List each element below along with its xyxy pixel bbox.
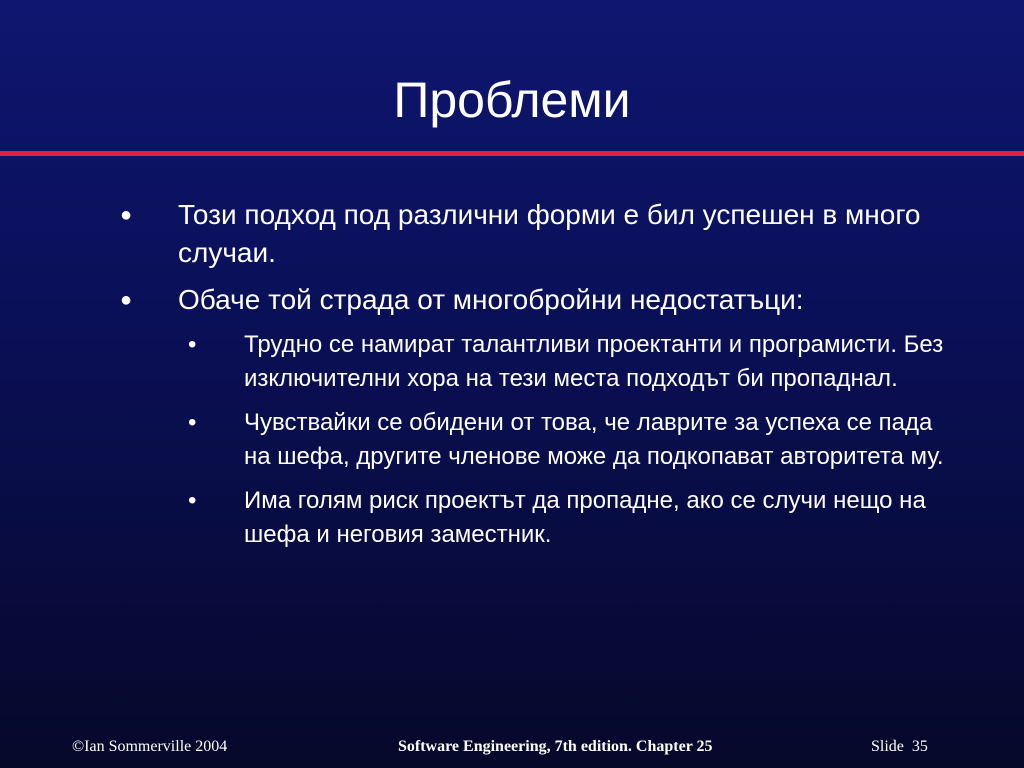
footer-slide-number — [871, 738, 928, 756]
sub-bullet-marker-icon: • — [188, 487, 197, 514]
slide-number: 35 — [911, 738, 928, 755]
slide-content — [0, 196, 1024, 562]
sub-bullet-marker-icon: • — [188, 331, 197, 358]
sub-bullet-text: Трудно се намират талантливи проектанти и програмисти. Без изключителни хора на тези места подходът би пропаднал. — [244, 331, 944, 392]
bullet-marker-icon: ● — [120, 204, 133, 226]
sub-bullet-text: Чувствайки се обидени от това, че лаврите за успеха се пада на шефа, другите членове може да подкопават авторитета му. — [244, 409, 944, 470]
footer-copyright: ©Ian Sommerville 2004 — [72, 738, 228, 755]
bullet-item — [0, 196, 1024, 272]
sub-bullet-item — [0, 328, 1024, 396]
sub-bullet-marker-icon: • — [188, 409, 197, 436]
slide-label: Slide — [871, 738, 904, 755]
sub-bullet-text: Има голям риск проектът да пропадне, ако се случи нещо на шефа и неговия заместник. — [244, 487, 926, 548]
bullet-item — [0, 281, 1024, 319]
bullet-text: Този подход под различни форми е бил успешен в много случаи. — [178, 199, 921, 268]
bullet-marker-icon: ● — [120, 289, 133, 311]
bullet-text: Обаче той страда от многобройни недостатъци: — [178, 284, 804, 315]
slide-title: Проблеми — [393, 72, 631, 128]
sub-bullet-item — [0, 484, 1024, 552]
title-divider — [0, 151, 1024, 156]
sub-bullet-item — [0, 406, 1024, 474]
sub-bullet-list — [0, 328, 1024, 552]
footer-book-title: Software Engineering, 7th edition. Chapter 25 — [398, 738, 713, 755]
slide-footer — [0, 738, 1024, 760]
